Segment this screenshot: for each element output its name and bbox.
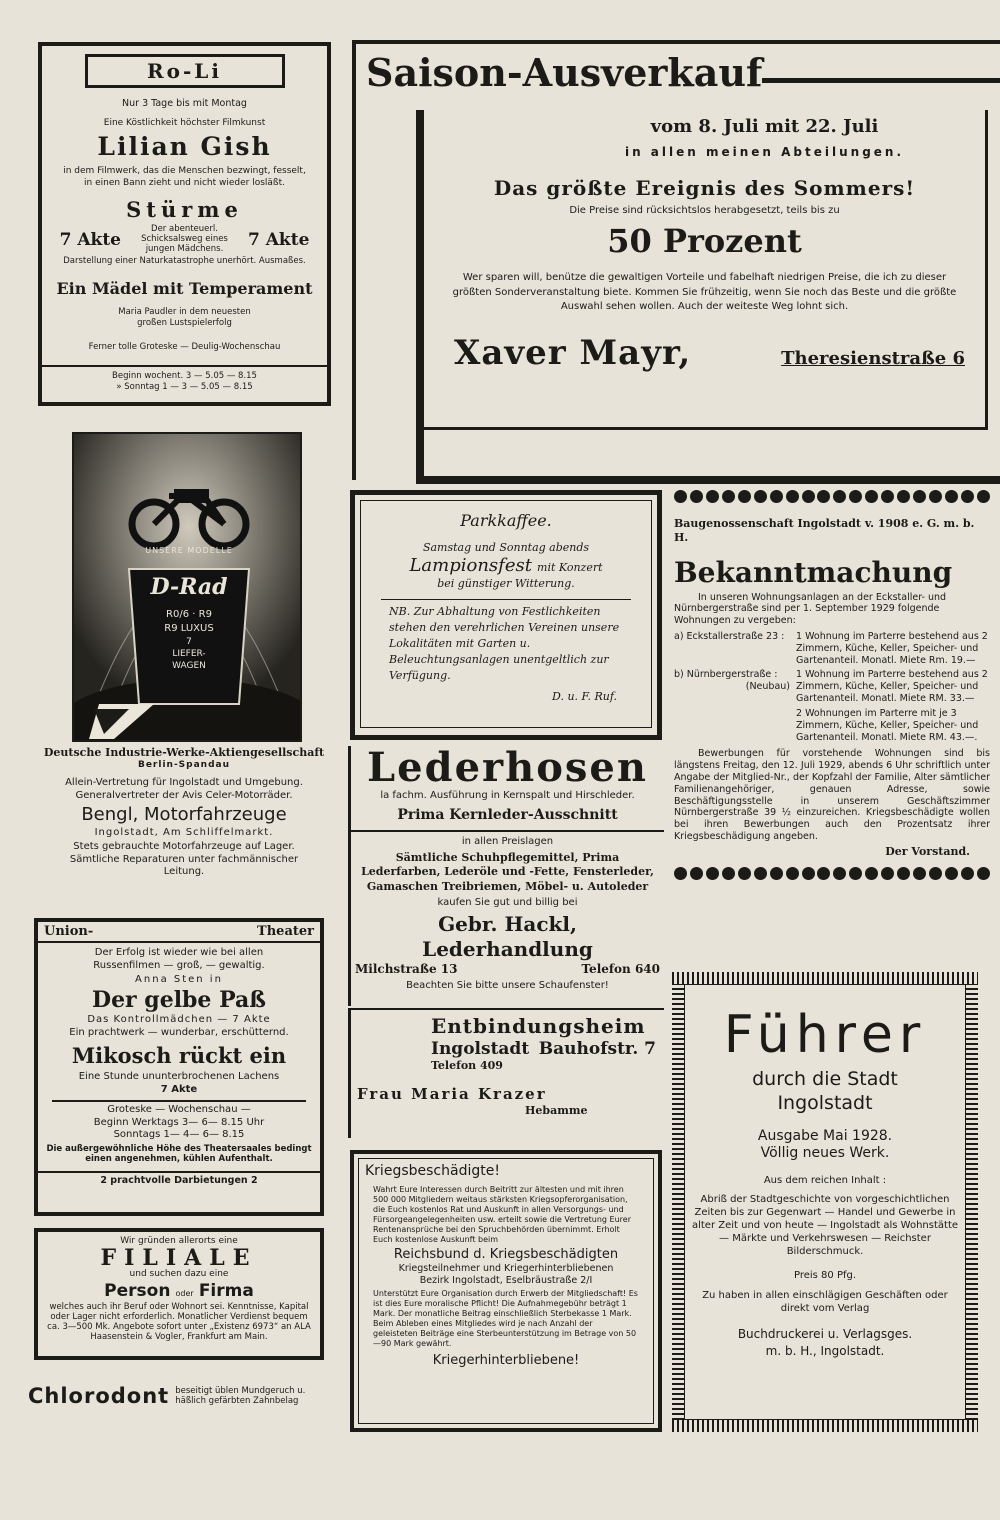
union-ad [34, 918, 324, 1216]
dkw-repairs: Sämtliche Reparaturen unter fachmännischer Leitung. [69, 853, 299, 877]
bekannt-b-text2: 2 Wohnungen im Parterre mit je 3 Zimmern, Küche, Keller, Speicher- und Gartenanteil. Monatl. Miete RM. 43.—. [796, 708, 979, 744]
entb-role: Hebamme [525, 1103, 588, 1117]
dkw-city: Berlin-Spandau [137, 759, 231, 770]
bekannt-org: Baugenossenschaft Ingolstadt v. 1908 e. G. m. b. H. [674, 517, 975, 544]
krieg-body2: Unterstützt Eure Organisation durch Erwerb der Mitgliedschaft! Es ist dies Eure moralische Pflicht! Die Aufnahmegebühr beträgt 1 Mark. Der monatliche Beitrag einschließlich Sterbekasse 1 Mark. Beim Ableben eines Mitgliedes wird je nach Anzahl der geleisteten Beiträge eine Sterbeunterstützung im Betrage von 50—90 Mark gewährt. [373, 1288, 638, 1348]
roli-film1-desc: Darstellung einer Naturkatastrophe unerhört. Ausmaßes. [63, 256, 306, 267]
roli-header: Ro-Li [147, 59, 222, 83]
roli-times2: » Sonntag 1 — 3 — 5.05 — 8.15 [116, 381, 253, 392]
bekannt-intro: In unseren Wohnungsanlagen an der Eckstaller- und Nürnbergerstraße sind per 1. September 1929 folgende Wohnungen zu vergeben: [674, 591, 947, 627]
krieg-sub2: Bezirk Ingolstadt, Eselbräustraße 2/I [419, 1274, 593, 1286]
fuehrer-price: Preis 80 Pfg. [793, 1270, 857, 1282]
roli-tagline: Eine Köstlichkeit höchster Filmkunst [103, 117, 266, 128]
dkw-used: Stets gebrauchte Motorfahrzeuge auf Lager. [73, 841, 295, 852]
roli-star: Lilian Gish [97, 132, 272, 162]
fuehrer-publisher2: m. b. H., Ingolstadt. [765, 1343, 885, 1358]
leder-buy: kaufen Sie gut und billig bei [437, 897, 578, 909]
filiale-sub: und suchen dazu eine [129, 1269, 229, 1280]
union-film2-sub: Eine Stunde ununterbrochenen Lachens [78, 1071, 280, 1083]
bekannt-body: Bewerbungen für vorstehende Wohnungen sind bis längstens Freitag, den 12. Juli 1929, abends 6 Uhr schriftlich unter Angabe der Mitglied-Nr., der Kopfzahl der Familie, Alter sämtlicher Familienangehöriger, genauen Adresse, sowie Beschäftigungsstelle in unserem Geschäftszimmer Nürnbergerstraße 39 ½ einzureichen. Kriegsbeschädigte wollen bei ihren Bewerbungen auch den Prozentsatz ihrer Kriegsbeschädigung angeben. [674, 748, 990, 843]
entb-ad [348, 1008, 664, 1138]
union-left: Union- [44, 924, 94, 939]
union-film1-desc: Ein prachtwerk — wunderbar, erschütternd. [69, 1026, 289, 1038]
leder-body: Sämtliche Schuhpflegemittel, Prima Lederfarben, Lederöle und -Fette, Fensterleder, Gamaschen Treibriemen, Möbel- u. Autoleder [361, 850, 654, 894]
fuehrer-sub1: durch die Stadt [752, 1068, 898, 1091]
bekannt-b-label: b) Nürnbergerstraße : [674, 668, 778, 680]
bekannt-b-text1: 1 Wohnung im Parterre bestehend aus 2 Zimmern, Küche, Keller, Speicher- und Gartenanteil. Monatl. Miete RM. 33.— [796, 668, 988, 704]
leder-sub: la fachm. Ausführung in Kernspalt und Hirschleder. [380, 790, 635, 801]
roli-acts-right: 7 Akte [248, 229, 310, 250]
krieg-title: Kriegsbeschädigte! [365, 1163, 500, 1179]
fuehrer-border-left [672, 984, 684, 1420]
dkw-models2: R9 LUXUS [164, 623, 214, 634]
roli-acts-mid: Der abenteuerl. Schicksalsweg eines jungen Mädchens. [141, 224, 228, 254]
bekannt-sign: Der Vorstand. [885, 845, 970, 858]
park-ad [350, 490, 662, 740]
fuehrer-edition: Ausgabe Mai 1928. [757, 1127, 893, 1144]
fuehrer-sub2: Ingolstadt [777, 1091, 873, 1114]
dkw-address: Ingolstadt, Am Schliffelmarkt. [94, 826, 274, 838]
filiale-body: welches auch ihr Beruf oder Wohnort sei. Kenntnisse, Kapital oder Lager nicht erforderlich. Monatlicher Verdienst bequem ca. 3—500 Mk. Angebote sofort unter „Existenz 6973“ an ALA Haasenstein & Vogler, Frankfurt am Main. [47, 1301, 311, 1343]
leder-window: Beachten Sie bitte unsere Schaufenster! [406, 979, 609, 991]
chlorodont-brand: Chlorodont [28, 1384, 170, 1408]
dkw-agent2: Generalvertreter der Avis Celer-Motorräder. [75, 789, 293, 801]
bekannt-b-note: (Neubau) [745, 680, 790, 692]
krieg-sub1: Kriegsteilnehmer und Kriegerhinterbliebenen [398, 1262, 614, 1274]
fuehrer-publisher1: Buchdruckerei u. Verlagsges. [737, 1326, 913, 1341]
park-event-tail: mit Konzert [537, 560, 603, 574]
bekannt-a-text: 1 Wohnung im Parterre bestehend aus 2 Zimmern, Küche, Keller, Speicher- und Gartenanteil. Monatl. Miete Rm. 19.— [796, 631, 988, 666]
leder-firm: Gebr. Hackl, Lederhandlung [422, 911, 593, 961]
fuehrer-new: Völlig neues Werk. [760, 1145, 890, 1162]
bekannt-top-border [674, 490, 990, 503]
union-film1: Der gelbe Paß [91, 986, 267, 1013]
dkw-poster [72, 432, 302, 742]
filiale-person: Person [104, 1280, 171, 1301]
krieg-footer: Kriegerhinterbliebene! [432, 1352, 580, 1368]
mayr-body: Wer sparen will, benütze die gewaltigen Vorteile und fabelhaft niedrigen Preise, die ich zu dieser größten Sonderveranstaltung biete. Kommen Sie frühzeitig, wenn Sie noch das Beste und die größte Auswahl sehen wollen. Auch der weiteste Weg lohnt sich. [452, 272, 957, 312]
fuehrer-contents-head: Aus dem reichen Inhalt : [763, 1174, 887, 1186]
park-line1: Samstag und Sonntag abends [422, 541, 590, 554]
fuehrer-border-bottom [672, 1420, 978, 1432]
mayr-name: Xaver Mayr, [454, 332, 692, 373]
roli-acts-left: 7 Akte [59, 229, 121, 250]
entb-phone: Telefon 409 [431, 1059, 503, 1072]
bekannt-title: Bekanntmachung [674, 555, 953, 589]
bekannt-ad [674, 490, 990, 950]
chlorodont-text: beseitigt üblen Mundgeruch u. häßlich gefärbten Zahnbelag [175, 1385, 306, 1406]
mayr-prices: Die Preise sind rücksichtslos herabgesetzt, teils bis zu [569, 204, 840, 216]
leder-preis: in allen Preislagen [461, 836, 554, 847]
leder-prima: Prima Kernleder-Ausschnitt [397, 806, 618, 823]
park-sign: D. u. F. Ruf. [552, 689, 617, 703]
roli-film2-desc: Maria Paudler in dem neuesten großen Lustspielerfolg [118, 307, 251, 328]
leder-street: Milchstraße 13 [355, 961, 458, 976]
dkw-ad [34, 432, 334, 910]
roli-film1: Stürme [126, 196, 243, 222]
fuehrer-title: Führer [723, 1005, 927, 1065]
leder-phone: Telefon 640 [581, 961, 660, 976]
union-film2-acts: 7 Akte [160, 1083, 198, 1095]
mayr-percent: 50 Prozent [607, 222, 802, 260]
dkw-company: Deutsche Industrie-Werke-Aktiengesellschaft [43, 746, 325, 759]
fuehrer-border-top [672, 972, 978, 984]
entb-street: Bauhofstr. 7 [538, 1039, 656, 1059]
entb-name: Frau Maria Krazer [357, 1084, 547, 1103]
fuehrer-contents: Abriß der Stadtgeschichte von vorgeschichtlichen Zeiten bis zur Gegenwart — Handel und Gewerbe in alter Zeit und von heute — Ingolstadt als Wohnstätte — Märkte und Verkehrswesen — Reichster Bilderschmuck. [691, 1194, 959, 1258]
krieg-ad [350, 1150, 662, 1432]
union-extra: Groteske — Wochenschau — [107, 1104, 251, 1116]
roli-extra: Ferner tolle Groteske — Deulig-Wochenschau [88, 342, 281, 353]
union-note: Die außergewöhnliche Höhe des Theatersaales bedingt einen angenehmen, kühlen Aufenthalt. [46, 1143, 312, 1165]
leder-ad [348, 746, 664, 1006]
park-note: NB. Zur Abhaltung von Festlichkeiten stehen den verehrlichen Vereinen unsere Lokalitäten mit Garten u. Beleuchtungsanlagen unentgeltlich zur Verfügung. [389, 605, 620, 682]
mayr-dates: vom 8. Juli mit 22. Juli [650, 116, 879, 137]
dkw-models4: LIEFER- [172, 649, 206, 659]
fuehrer-avail: Zu haben in allen einschlägigen Geschäften oder direkt vom Verlag [702, 1289, 948, 1314]
mayr-depts: in allen meinen Abteilungen. [624, 144, 905, 159]
union-actress: Anna Sten in [135, 974, 223, 985]
mayr-event: Das größte Ereignis des Sommers! [493, 175, 916, 200]
filiale-firma: Firma [198, 1280, 254, 1301]
dkw-models5: WAGEN [172, 661, 206, 671]
park-event: Lampionsfest [409, 554, 532, 576]
park-weather: bei günstiger Witterung. [437, 577, 575, 591]
fuehrer-ad [672, 972, 978, 1432]
union-intro: Der Erfolg ist wieder wie bei allen Russenfilmen — groß, — gewaltig. [93, 947, 265, 971]
filiale-intro: Wir gründen allerorts eine [120, 1236, 238, 1246]
filiale-title: FILIALE [100, 1245, 258, 1272]
dkw-poster-top: UNSERE MODELLE [145, 546, 233, 555]
mayr-title: Saison-Ausverkauf [366, 50, 763, 95]
filiale-ad [34, 1228, 324, 1360]
dkw-models3: 7 [186, 637, 192, 647]
mayr-address: Theresienstraße 6 [781, 347, 965, 369]
roli-ad [38, 42, 331, 406]
park-title: Parkkaffee. [460, 511, 552, 530]
dkw-models1: R0/6 · R9 [166, 609, 212, 620]
union-footer: 2 prachtvolle Darbietungen 2 [100, 1175, 258, 1186]
krieg-org: Reichsbund d. Kriegsbeschädigten [393, 1246, 619, 1262]
mayr-ad [352, 40, 1000, 480]
roli-days: Nur 3 Tage bis mit Montag [122, 98, 247, 109]
entb-city: Ingolstadt [431, 1039, 530, 1059]
bekannt-bottom-border [674, 867, 990, 880]
fuehrer-border-right [966, 984, 978, 1420]
dkw-agent1: Allein-Vertretung für Ingolstadt und Umgebung. [65, 777, 303, 788]
chlorodont-ad [28, 1376, 330, 1416]
krieg-body1: Wahrt Eure Interessen durch Beitritt zur ältesten und mit ihren 500 000 Mitgliedern weitaus stärksten Kriegsopferorganisation, die Euch kostenlos Rat und Auskunft in allen Versorgungs- und Fürsorgeangelegenheiten usw. erteilt sowie die Vertretung Eurer Rentenansprüche bei den Spruchbehörden übernimmt. Erholt Euch kostenlose Auskunft beim [373, 1184, 631, 1244]
dkw-brand: D-Rad [150, 574, 228, 600]
union-times1: Beginn Werktags 3— 6— 8.15 Uhr [93, 1116, 265, 1128]
bekannt-a-label: a) Eckstallerstraße 23 : [674, 631, 785, 643]
roli-times1: Beginn wochent. 3 — 5.05 — 8.15 [112, 370, 257, 381]
leder-title: Lederhosen [367, 744, 648, 791]
roli-star-desc: in dem Filmwerk, das die Menschen bezwingt, fesselt, in einen Bann zieht und nicht wieder losläßt. [63, 166, 306, 188]
union-right: Theater [257, 924, 314, 939]
entb-title: Entbindungsheim [431, 1014, 646, 1038]
dkw-firm: Bengl, Motorfahrzeuge [81, 804, 287, 825]
union-times2: Sonntags 1— 4— 6— 8.15 [113, 1129, 245, 1141]
union-film1-sub: Das Kontrollmädchen — 7 Akte [87, 1014, 271, 1025]
union-film2: Mikosch rückt ein [71, 1043, 287, 1068]
roli-film2: Ein Mädel mit Temperament [56, 279, 313, 299]
filiale-oder: oder [175, 1288, 194, 1298]
